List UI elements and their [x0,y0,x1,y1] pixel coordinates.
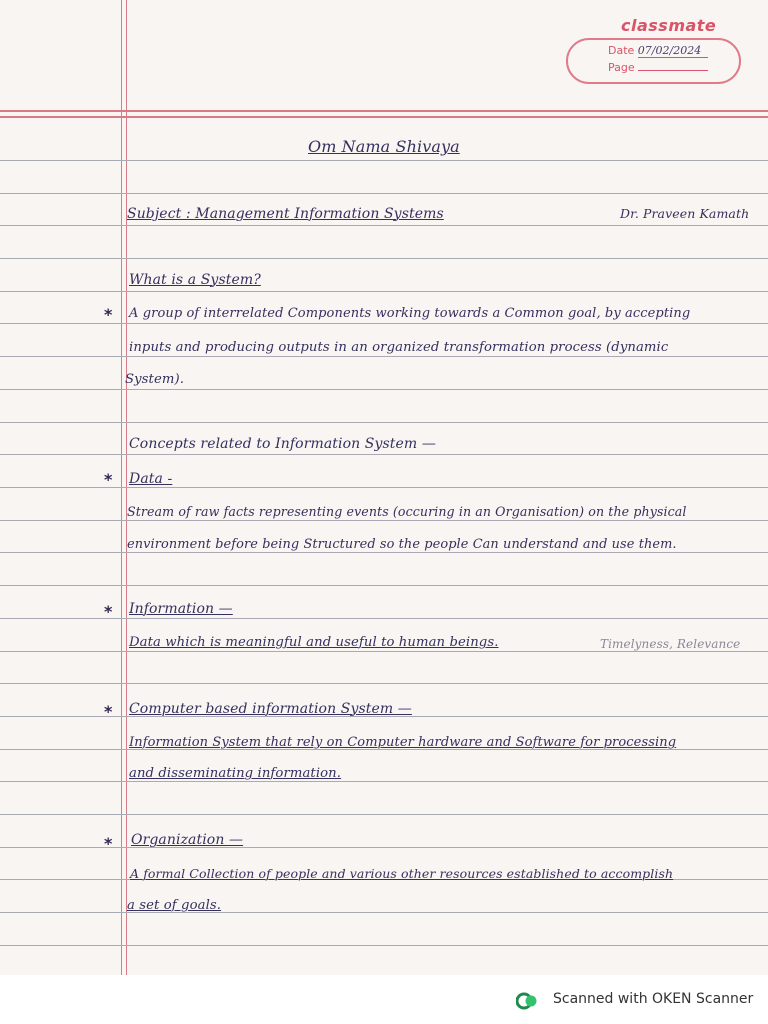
ruled-line [0,683,768,684]
answer-line: System). [125,372,184,387]
ruled-line [0,781,768,782]
ruled-line [0,847,768,848]
notebook-brand: classmate [621,16,717,35]
question-heading: What is a System? [129,272,261,288]
page-row [608,61,708,74]
information-note: Timelyness, Relevance [600,637,741,651]
subject-line: Subject : Management Information Systems [127,206,444,222]
information-definition: Data which is meaningful and useful to human beings. [129,635,499,650]
organization-definition-line: a set of goals. [127,898,222,913]
ruled-line [0,945,768,946]
concepts-heading: Concepts related to Information System — [129,436,436,452]
ruled-line [0,193,768,194]
ruled-line [0,225,768,226]
cbis-definition-line: and disseminating information. [129,766,342,781]
answer-line: A group of interrelated Components working towards a Common goal, by accepting [129,306,691,321]
ruled-line [0,585,768,586]
data-heading: Data - [129,471,173,487]
bullet-star: * [104,305,113,324]
date-value: 07/02/2024 [638,44,708,58]
information-heading: Information — [129,601,233,617]
page-title: Om Nama Shivaya [308,137,460,156]
data-definition-line: environment before being Structured so the people Can understand and use them. [127,537,677,552]
ruled-line [0,618,768,619]
author-name: Dr. Praveen Kamath [620,206,750,221]
ruled-line [0,356,768,357]
ruled-line [0,323,768,324]
organization-definition-line: A formal Collection of people and various other resources established to accomplish [130,866,674,881]
ruled-line [0,520,768,521]
scanner-watermark-text: Scanned with OKEN Scanner [553,991,754,1007]
ruled-line [0,291,768,292]
ruled-line [0,552,768,553]
answer-line: inputs and producing outputs in an organized transformation process (dynamic [129,340,669,355]
bullet-star: * [104,602,113,621]
ruled-line [0,454,768,455]
ruled-line [0,389,768,390]
date-row [608,44,708,58]
ruled-line [0,487,768,488]
bullet-star: * [104,470,113,489]
cbis-definition-line: Information System that rely on Computer hardware and Software for processing [129,735,677,750]
page-value [638,70,708,71]
ruled-line [0,912,768,913]
ruled-line [0,651,768,652]
header-rule [0,110,768,112]
bullet-star: * [104,834,113,853]
bullet-star: * [104,702,113,721]
ruled-line [0,814,768,815]
page-label: Page [608,61,635,74]
ruled-line [0,160,768,161]
header-rule [0,116,768,118]
ruled-line [0,422,768,423]
cbis-heading: Computer based information System — [129,701,412,717]
organization-heading: Organization — [131,832,244,848]
oken-scanner-logo-icon [516,992,538,1010]
ruled-line [0,258,768,259]
date-label: Date [608,44,635,57]
data-definition-line: Stream of raw facts representing events (occuring in an Organisation) on the physical [127,504,687,519]
